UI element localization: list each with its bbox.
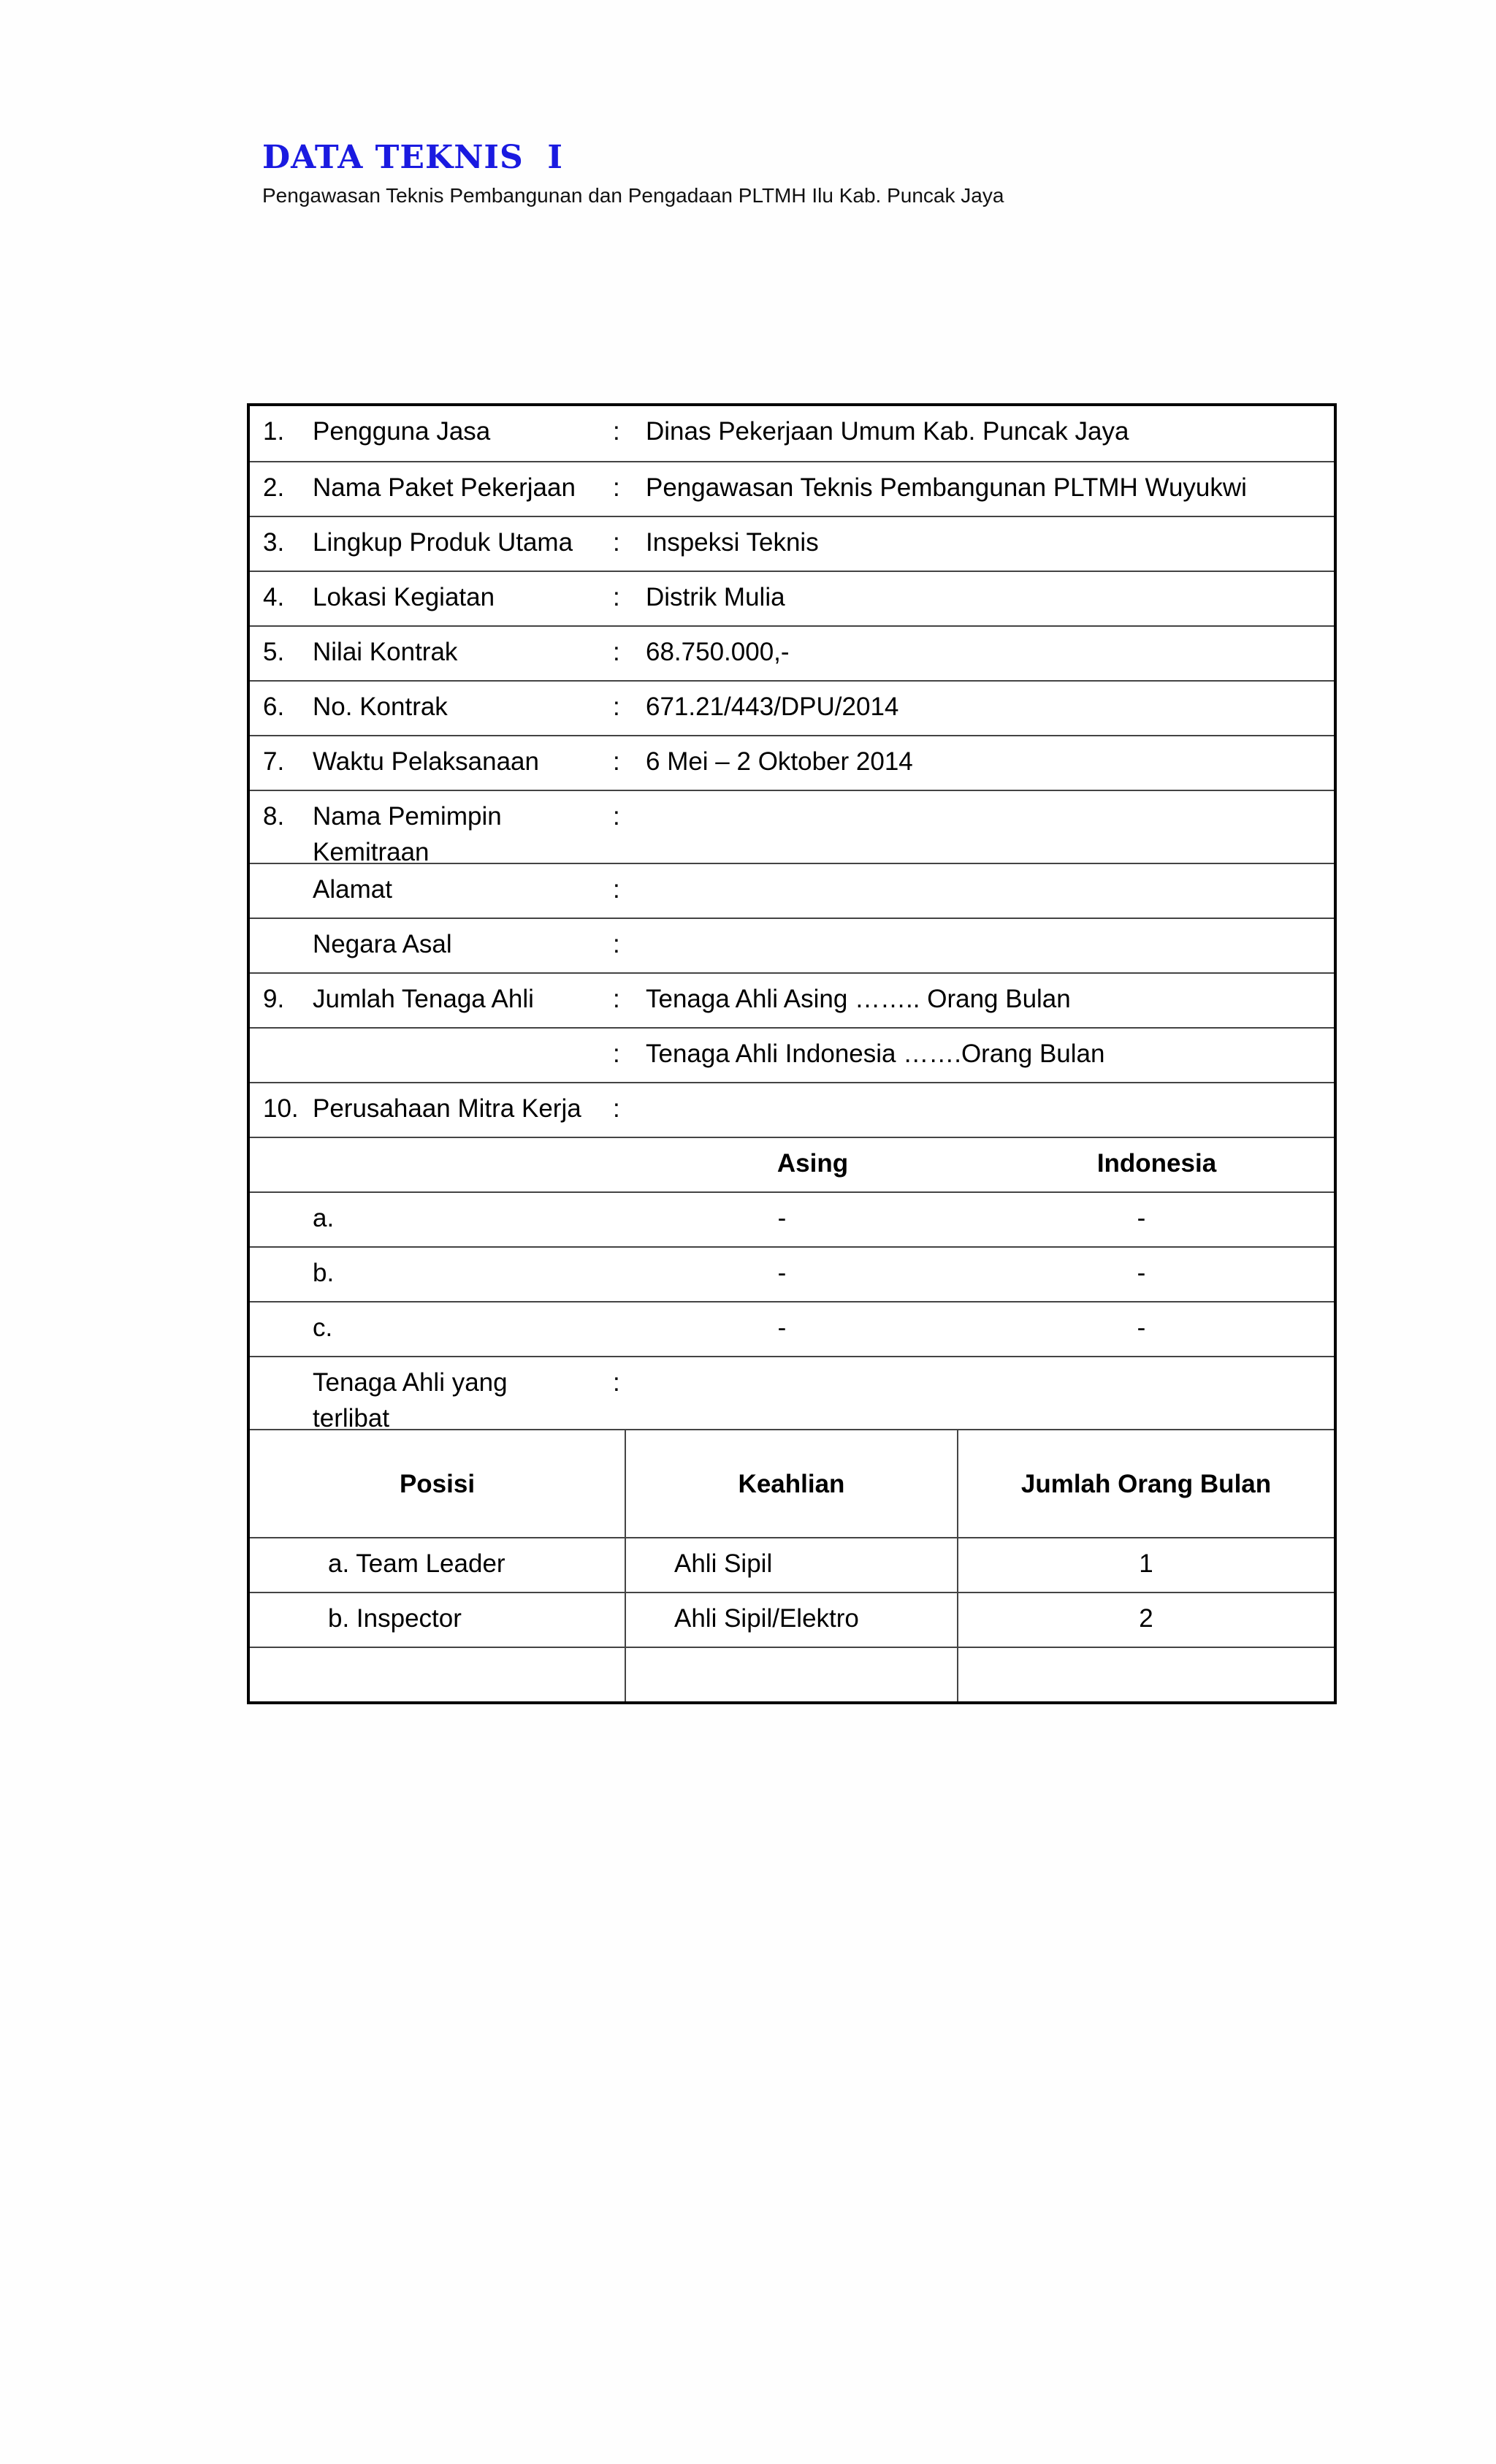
row-value: Pengawasan Teknis Pembangunan PLTMH Wuyukwi bbox=[646, 473, 1247, 502]
experts-label-line: Tenaga Ahli yang bbox=[313, 1368, 508, 1397]
partner-row bbox=[250, 1246, 1334, 1301]
row-number bbox=[250, 864, 313, 918]
column-header-asing: Asing bbox=[776, 1149, 849, 1178]
cell-keahlian: Ahli Sipil/Elektro bbox=[626, 1593, 958, 1647]
row-label: Perusahaan Mitra Kerja bbox=[313, 1094, 581, 1123]
row-colon: : bbox=[613, 802, 620, 831]
row-colon: : bbox=[613, 417, 620, 446]
cell-posisi: b. Inspector bbox=[250, 1593, 626, 1647]
row-label: Alamat bbox=[313, 875, 392, 904]
form-row-negara-asal bbox=[250, 918, 1334, 972]
document-subtitle: Pengawasan Teknis Pembangunan dan Pengadaan PLTMH Ilu Kab. Puncak Jaya bbox=[262, 184, 1004, 207]
partner-indonesia: - bbox=[1137, 1259, 1146, 1287]
cell-posisi: a. Team Leader bbox=[250, 1538, 626, 1592]
row-label: Nama Paket Pekerjaan bbox=[313, 473, 576, 502]
row-colon: : bbox=[613, 930, 620, 958]
row-label-line: Kemitraan bbox=[313, 838, 430, 866]
cell-jumlah bbox=[958, 1648, 1334, 1701]
partner-indonesia: - bbox=[1137, 1204, 1146, 1232]
row-colon: : bbox=[613, 747, 620, 776]
row-value: Tenaga Ahli Indonesia …….Orang Bulan bbox=[646, 1040, 1105, 1068]
column-header-jumlah: Jumlah Orang Bulan bbox=[1020, 1469, 1272, 1498]
row-value: Distrik Mulia bbox=[646, 583, 785, 611]
partner-asing: - bbox=[777, 1204, 787, 1232]
row-number: 8. bbox=[263, 802, 285, 831]
row-colon: : bbox=[613, 1094, 620, 1123]
row-label: Waktu Pelaksanaan bbox=[313, 747, 539, 776]
technical-data-form bbox=[247, 403, 1337, 1704]
form-row-tenaga-ahli-indonesia bbox=[250, 1027, 1334, 1082]
experts-table-header bbox=[250, 1429, 1334, 1537]
form-row-nilai-kontrak bbox=[250, 625, 1334, 680]
row-number: 4. bbox=[263, 583, 285, 611]
row-value: Tenaga Ahli Asing …….. Orang Bulan bbox=[646, 985, 1071, 1013]
row-label: Negara Asal bbox=[313, 930, 452, 958]
cell-jumlah: 1 bbox=[1139, 1549, 1153, 1578]
row-value: 68.750.000,- bbox=[646, 638, 790, 666]
partners-header-row bbox=[250, 1137, 1334, 1191]
form-row-nama-paket bbox=[250, 461, 1334, 516]
cell-keahlian: Ahli Sipil bbox=[626, 1538, 958, 1592]
row-colon: : bbox=[613, 1368, 620, 1397]
cell-posisi bbox=[250, 1648, 626, 1701]
row-value bbox=[646, 791, 1334, 863]
document-title: DATA TEKNIS I bbox=[262, 139, 563, 176]
row-label: No. Kontrak bbox=[313, 693, 448, 721]
partner-label: c. bbox=[313, 1313, 333, 1342]
row-number: 9. bbox=[263, 985, 285, 1013]
table-row bbox=[250, 1647, 1334, 1701]
form-row-waktu bbox=[250, 735, 1334, 790]
form-row-alamat bbox=[250, 863, 1334, 918]
experts-label bbox=[313, 1357, 613, 1433]
row-label: Pengguna Jasa bbox=[313, 417, 491, 446]
row-colon: : bbox=[613, 875, 620, 904]
row-number bbox=[250, 1029, 313, 1082]
partner-asing: - bbox=[777, 1259, 787, 1287]
row-colon: : bbox=[613, 693, 620, 721]
row-label: Lokasi Kegiatan bbox=[313, 583, 495, 611]
form-row-lingkup-produk bbox=[250, 516, 1334, 571]
column-header-indonesia: Indonesia bbox=[1096, 1149, 1217, 1178]
form-row-tenaga-ahli-asing bbox=[250, 972, 1334, 1027]
form-row-no-kontrak bbox=[250, 680, 1334, 735]
row-label bbox=[313, 1029, 613, 1082]
partner-label: a. bbox=[313, 1204, 335, 1232]
row-value bbox=[646, 919, 1334, 972]
experts-label-row bbox=[250, 1356, 1334, 1433]
row-colon: : bbox=[613, 638, 620, 666]
table-row bbox=[250, 1592, 1334, 1647]
row-number: 10. bbox=[263, 1094, 299, 1123]
row-colon: : bbox=[613, 583, 620, 611]
form-row-pengguna-jasa bbox=[250, 406, 1334, 461]
row-value: 6 Mei – 2 Oktober 2014 bbox=[646, 747, 913, 776]
experts-label-line: terlibat bbox=[313, 1404, 390, 1433]
row-value: Inspeksi Teknis bbox=[646, 528, 819, 557]
partner-row bbox=[250, 1301, 1334, 1356]
row-number: 2. bbox=[263, 473, 285, 502]
row-colon: : bbox=[613, 473, 620, 502]
table-row bbox=[250, 1537, 1334, 1592]
column-header-keahlian: Keahlian bbox=[626, 1430, 958, 1537]
row-number: 7. bbox=[263, 747, 285, 776]
partner-asing: - bbox=[777, 1313, 787, 1342]
form-row-lokasi bbox=[250, 571, 1334, 625]
row-label-line: Nama Pemimpin bbox=[313, 802, 502, 831]
row-number: 6. bbox=[263, 693, 285, 721]
row-label: Nilai Kontrak bbox=[313, 638, 458, 666]
cell-jumlah: 2 bbox=[1139, 1604, 1153, 1633]
row-label: Jumlah Tenaga Ahli bbox=[313, 985, 534, 1013]
row-number: 3. bbox=[263, 528, 285, 557]
row-colon: : bbox=[613, 985, 620, 1013]
row-value bbox=[646, 1083, 1334, 1137]
partner-label: b. bbox=[313, 1259, 335, 1287]
column-header-posisi: Posisi bbox=[250, 1430, 626, 1537]
cell-keahlian bbox=[626, 1648, 958, 1701]
row-value: 671.21/443/DPU/2014 bbox=[646, 693, 899, 721]
row-label bbox=[313, 791, 613, 866]
partner-indonesia: - bbox=[1137, 1313, 1146, 1342]
form-row-pemimpin bbox=[250, 790, 1334, 866]
row-value bbox=[646, 864, 1334, 918]
row-colon: : bbox=[613, 528, 620, 557]
partner-row bbox=[250, 1191, 1334, 1246]
row-value: Dinas Pekerjaan Umum Kab. Puncak Jaya bbox=[646, 417, 1129, 446]
row-label: Lingkup Produk Utama bbox=[313, 528, 573, 557]
row-number: 1. bbox=[263, 417, 285, 446]
form-row-mitra-kerja bbox=[250, 1082, 1334, 1137]
row-number bbox=[250, 919, 313, 972]
row-colon: : bbox=[613, 1040, 620, 1068]
row-number: 5. bbox=[263, 638, 285, 666]
